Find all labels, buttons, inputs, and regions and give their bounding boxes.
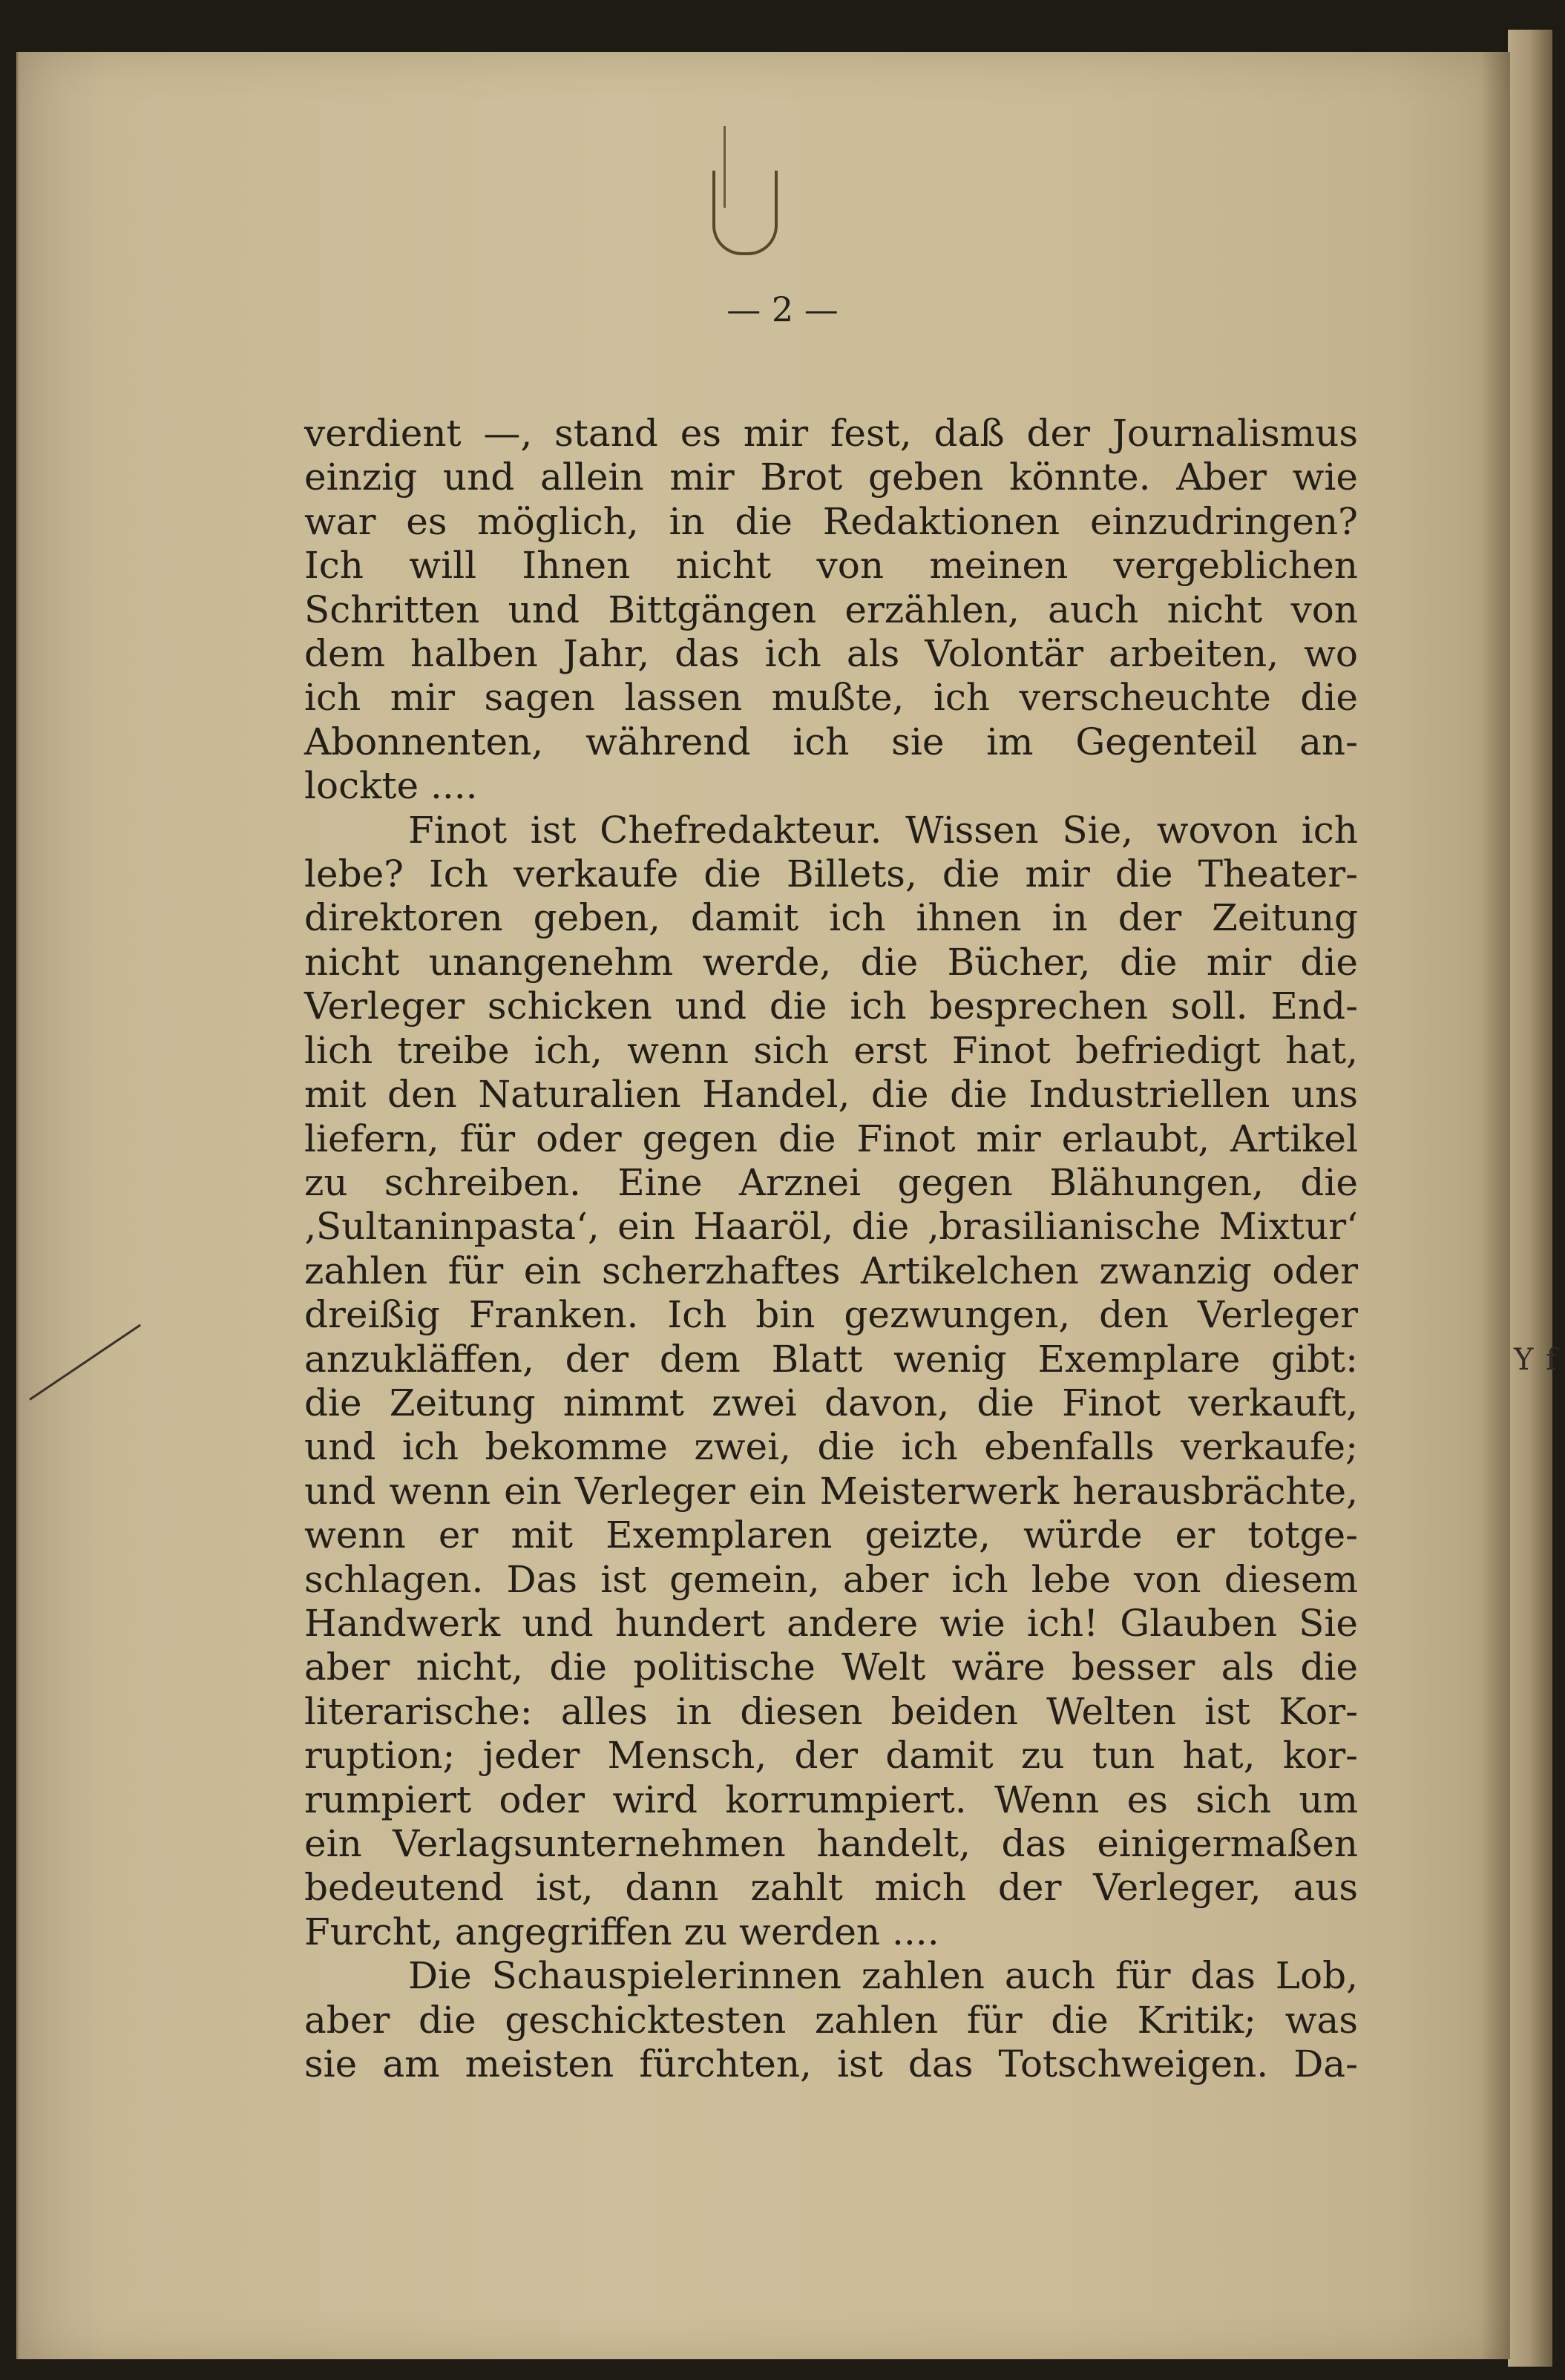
text-line: Furcht, angegriffen zu werden .... <box>304 1910 939 1953</box>
text-line: nicht unangenehm werde, die Bücher, die mir die <box>304 940 1358 984</box>
text-line: Abonnenten, während ich sie im Gegenteil an- <box>304 720 1358 763</box>
text-line: ‚Sultaninpasta‘, ein Haaröl, die ‚brasilianische Mixtur‘ <box>304 1205 1358 1249</box>
text-line: Ich will Ihnen nicht von meinen vergeblichen <box>304 544 1358 588</box>
text-line: Verleger schicken und die ich besprechen soll. End- <box>304 984 1358 1028</box>
text-line: lockte .... <box>304 764 478 808</box>
text-line: Finot ist Chefredakteur. Wissen Sie, wovon ich <box>408 808 1358 852</box>
body-text <box>304 412 1358 2086</box>
text-line: ruption; jeder Mensch, der damit zu tun hat, kor- <box>304 1734 1358 1778</box>
book-spine <box>1508 30 1552 2367</box>
text-line: wenn er mit Exemplaren geizte, würde er totge- <box>304 1513 1358 1557</box>
text-line: verdient —, stand es mir fest, daß der Journalismus <box>304 412 1358 455</box>
text-line: die Zeitung nimmt zwei davon, die Finot verkauft, <box>304 1381 1358 1424</box>
text-line: Die Schauspielerinnen zahlen auch für das Lob, <box>408 1954 1358 1998</box>
text-line: aber die geschicktesten zahlen für die Kritik; was <box>304 1998 1358 2042</box>
text-line: und ich bekomme zwei, die ich ebenfalls verkaufe; <box>304 1425 1358 1469</box>
text-line: war es möglich, in die Redaktionen einzudringen? <box>304 499 1358 543</box>
text-line: lebe? Ich verkaufe die Billets, die mir die Theater- <box>304 852 1358 896</box>
text-line: bedeutend ist, dann zahlt mich der Verleger, aus <box>304 1866 1358 1910</box>
text-line: zu schreiben. Eine Arznei gegen Blähungen, die <box>304 1160 1358 1204</box>
text-line: zahlen für ein scherzhaftes Artikelchen zwanzig oder <box>304 1249 1358 1292</box>
text-line: und wenn ein Verleger ein Meisterwerk herausbrächte, <box>304 1469 1358 1513</box>
text-line: dreißig Franken. Ich bin gezwungen, den Verleger <box>304 1293 1358 1337</box>
text-line: sie am meisten fürchten, ist das Totschweigen. Da- <box>304 2042 1358 2086</box>
text-line: Handwerk und hundert andere wie ich! Glauben Sie <box>304 1601 1358 1645</box>
pencil-mark <box>712 171 778 255</box>
text-line: liefern, für oder gegen die Finot mir erlaubt, Artikel <box>304 1117 1358 1160</box>
text-line: literarische: alles in diesen beiden Welten ist Kor- <box>304 1689 1358 1733</box>
text-line: ich mir sagen lassen mußte, ich verscheuchte die <box>304 676 1358 720</box>
text-line: aber nicht, die politische Welt wäre besser als die <box>304 1646 1358 1689</box>
page-number: — 2 — <box>726 289 839 329</box>
text-line: dem halben Jahr, das ich als Volontär arbeiten, wo <box>304 632 1358 676</box>
text-line: schlagen. Das ist gemein, aber ich lebe von diesem <box>304 1557 1358 1601</box>
text-line: lich treibe ich, wenn sich erst Finot befriedigt hat, <box>304 1028 1358 1072</box>
text-line: rumpiert oder wird korrumpiert. Wenn es sich um <box>304 1778 1358 1821</box>
page-edge-shadow <box>1480 52 1510 2359</box>
text-line: ein Verlagsunternehmen handelt, das einigermaßen <box>304 1822 1358 1865</box>
text-line: mit den Naturalien Handel, die die Industriellen uns <box>304 1073 1358 1117</box>
text-line: Schritten und Bittgängen erzählen, auch nicht von <box>304 588 1358 631</box>
margin-note: Y f <box>1514 1343 1558 1377</box>
text-line: direktoren geben, damit ich ihnen in der Zeitung <box>304 896 1358 940</box>
text-line: anzukläffen, der dem Blatt wenig Exemplare gibt: <box>304 1337 1358 1381</box>
text-line: einzig und allein mir Brot geben könnte. Aber wie <box>304 456 1358 499</box>
